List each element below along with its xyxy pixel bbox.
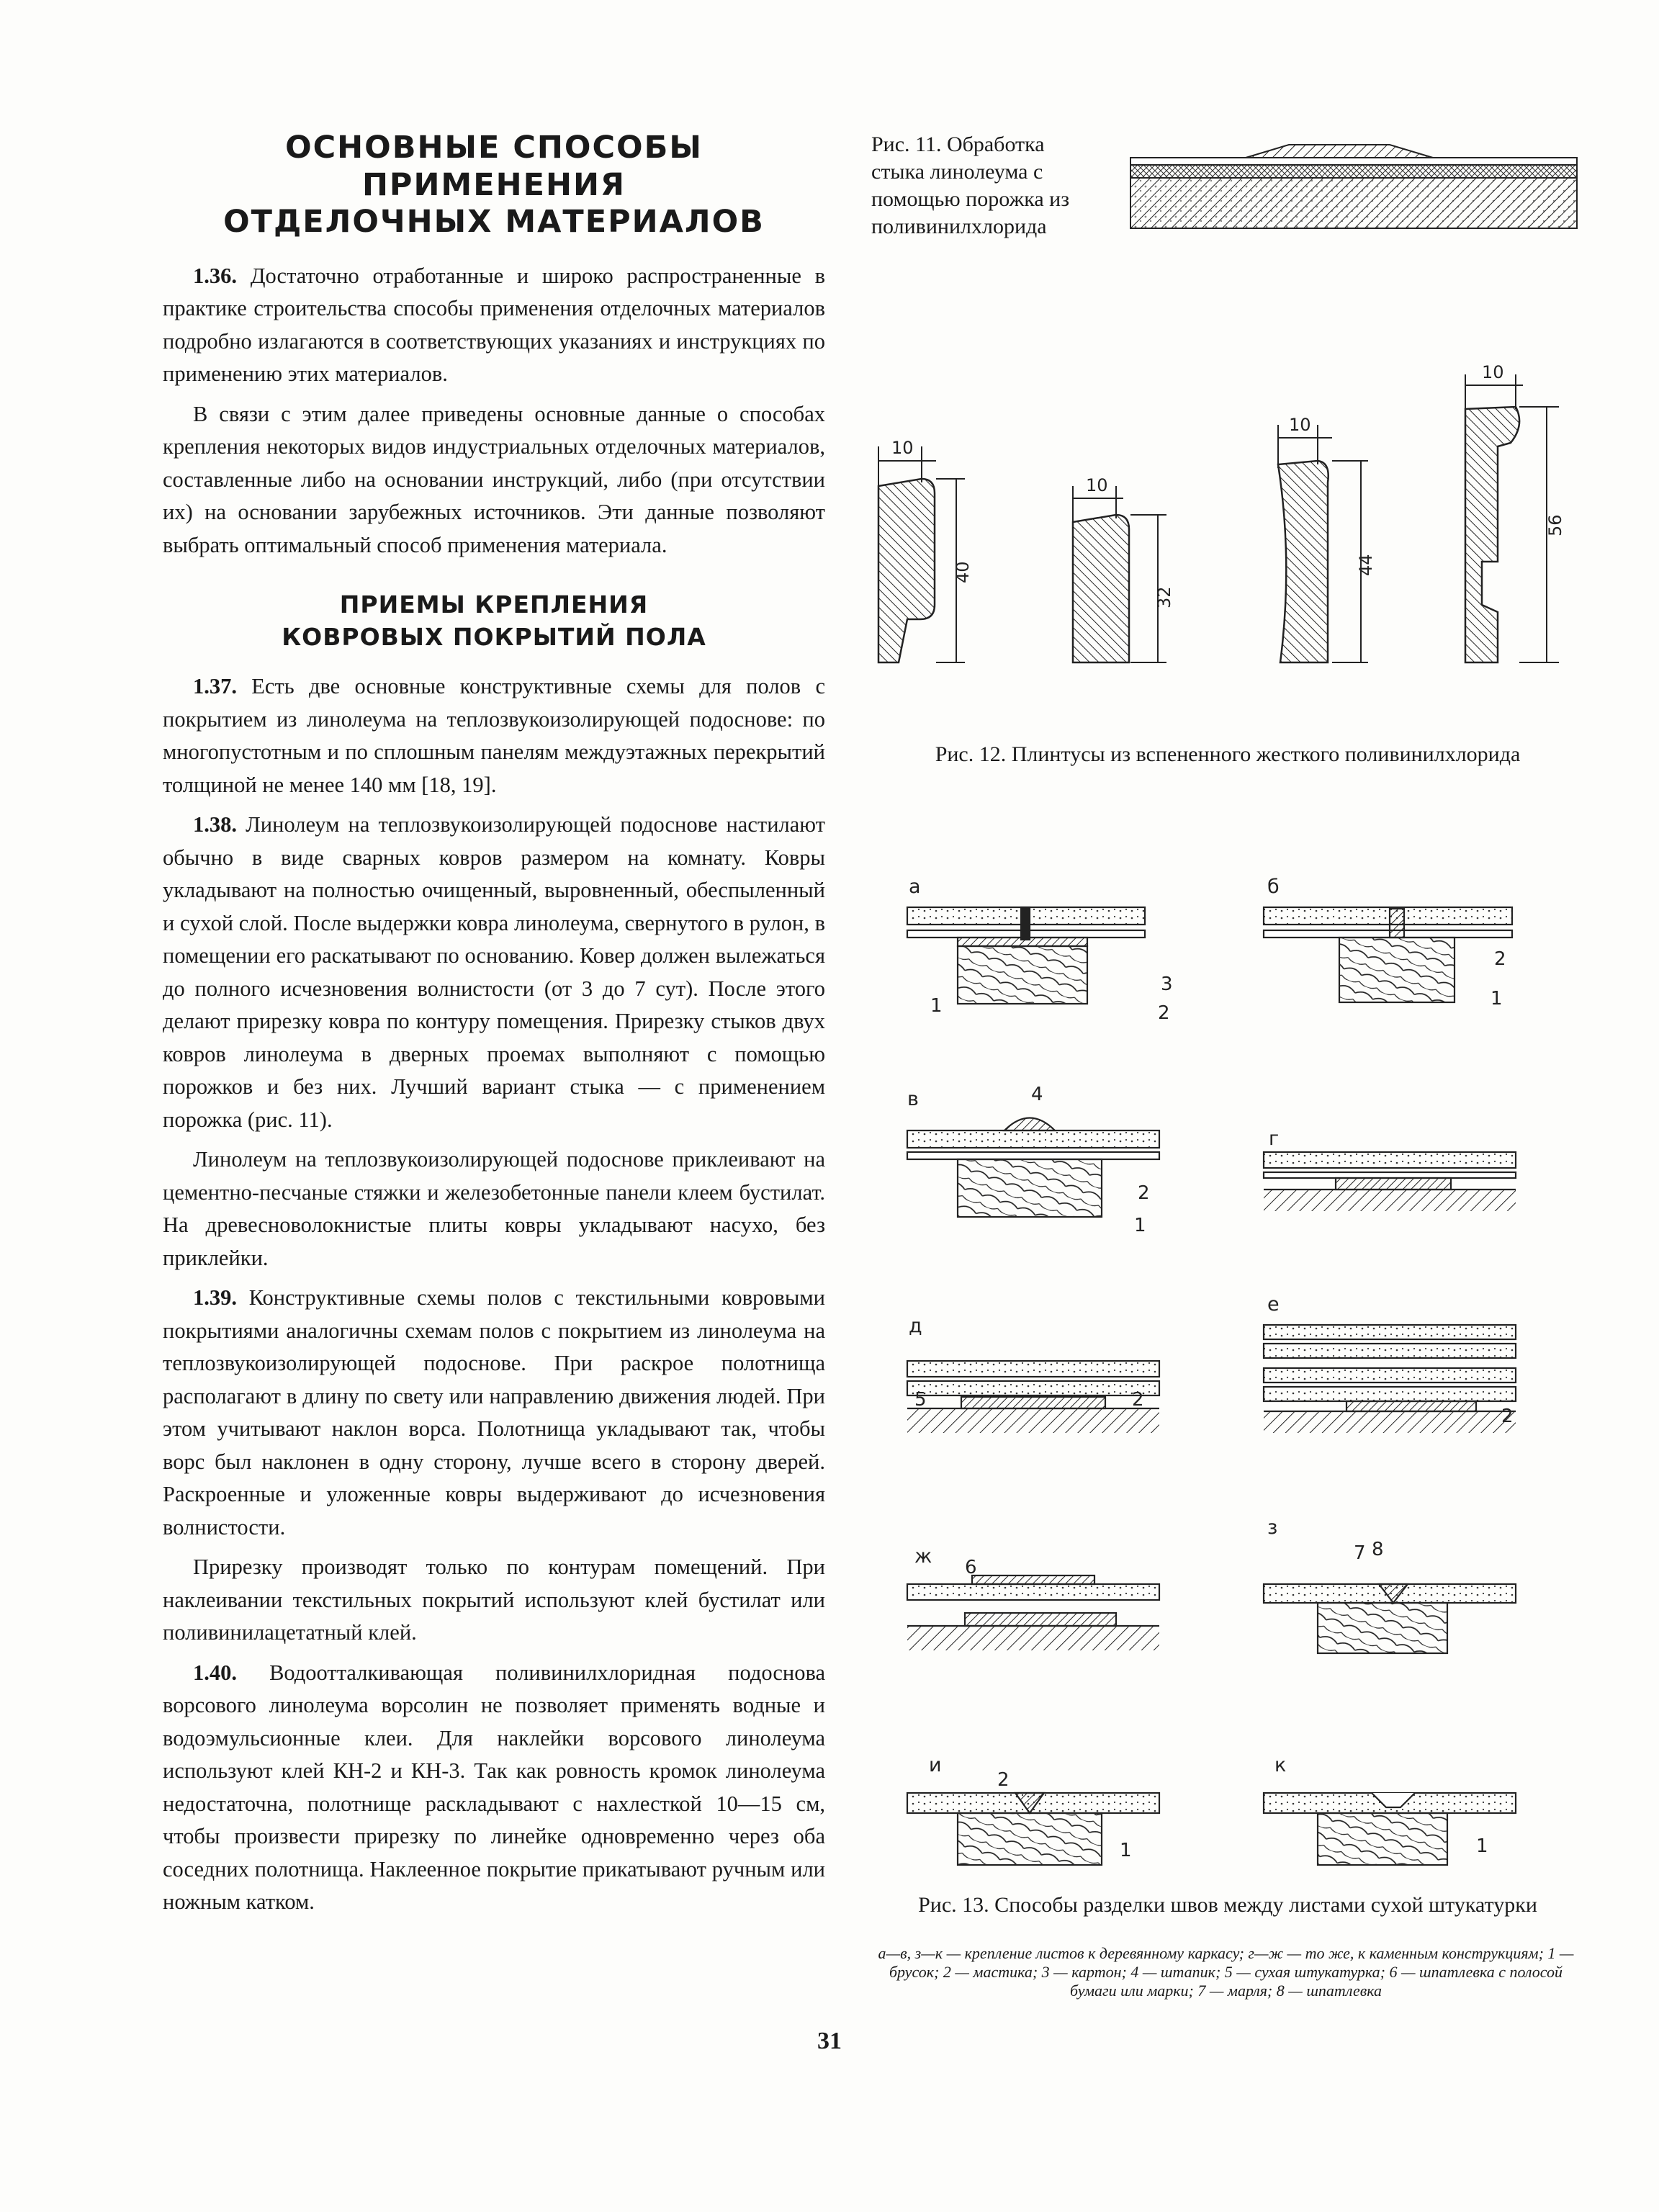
dim-width-4: 10 — [1482, 362, 1504, 382]
dim-width-2: 10 — [1086, 475, 1108, 495]
clause-number: 1.36. — [193, 263, 237, 288]
dim-width-3: 10 — [1289, 415, 1311, 435]
heading-line-1: ОСНОВНЫЕ СПОСОБЫ ПРИМЕНЕНИЯ — [285, 130, 703, 203]
callout-b-2: 2 — [1494, 948, 1506, 970]
fig12-drawing — [864, 346, 1584, 691]
callout-b-1: 1 — [1491, 988, 1503, 1010]
fig13-caption: Рис. 13. Способы разделки швов между листами сухой штукатурки — [918, 1893, 1537, 1917]
clause-number: 1.37. — [193, 674, 237, 699]
paragraph-1-39 — [163, 1282, 825, 1544]
clause-number: 1.40. — [193, 1660, 237, 1685]
dim-height-3: 44 — [1356, 554, 1376, 576]
paragraph-text: Водоотталкивающая поливинилхлоридная подоснова ворсового линолеума ворсолин не позволяет применять водные и водоэмульсионные клеи. Для наклейки ворсового линолеума используют клей КН-2 и КН-3. Так как ровность кромок линолеума недостаточна, полотнище раскладывают с нахлесткой 10—15 см, чтобы произвести прирезку по линейке одновременно через оба соседних полотнища. Наклеенное покрытие прикатывают ручным или ножным катком. — [163, 1660, 825, 1915]
skirting-1 — [878, 479, 935, 662]
skirting-2 — [1073, 515, 1129, 662]
subheading-line-2: КОВРОВЫХ ПОКРЫТИЙ ПОЛА — [282, 622, 706, 651]
panel-b — [1264, 907, 1512, 1002]
fig13-legend: а—в, з—к — крепление листов к деревянному каркасу; г—ж — то же, к каменным конструкциям; 1 — брусок; 2 — мастика; 3 — картон; 4 — штапик; 5 — сухая штукатурка; 6 — шпатлевка с полосой бумаги или марки; 7 — марля; 8 — шпатлевка — [878, 1944, 1574, 2000]
callout-a-2: 2 — [1158, 1002, 1170, 1024]
paragraph-1-38 — [163, 809, 825, 1136]
paragraph-1-40 — [163, 1657, 825, 1919]
callout-z-8: 8 — [1372, 1539, 1384, 1560]
panel-a — [907, 907, 1145, 1004]
panel-label-d: д — [909, 1315, 922, 1337]
clause-number: 1.39. — [193, 1285, 237, 1310]
panel-label-i: и — [929, 1754, 942, 1776]
clause-number: 1.38. — [193, 812, 237, 837]
callout-k-1: 1 — [1476, 1835, 1488, 1857]
dim-height-2: 32 — [1154, 586, 1174, 608]
fig11-underlay — [1130, 165, 1577, 178]
paragraph-1-39-cont: Прирезку производят только по контурам помещений. При наклеивании текстильных покрытий используют клей бустилат или поливинилацетатный клей. — [163, 1555, 825, 1645]
section-heading — [163, 130, 825, 241]
callout-a-3: 3 — [1161, 974, 1173, 995]
callout-i-1: 1 — [1120, 1840, 1132, 1861]
dim-height-1: 40 — [953, 561, 973, 583]
panel-label-zh: ж — [914, 1545, 932, 1568]
text-column — [163, 130, 825, 1919]
callout-v-4: 4 — [1031, 1084, 1043, 1105]
callout-zh-6: 6 — [965, 1557, 977, 1578]
panel-label-k: к — [1274, 1754, 1287, 1776]
panel-v — [907, 1118, 1159, 1218]
skirting-3 — [1278, 461, 1328, 662]
panel-g — [1264, 1152, 1516, 1211]
paragraph-text: Есть две основные конструктивные схемы для полов с покрытием из линолеума на теплозвукоизолирующей подоснове: по многопустотным и по сплошным панелям междуэтажных перекрытий толщиной не менее 140 мм [18, 19]. — [163, 674, 825, 797]
fig11-screed — [1130, 178, 1577, 228]
heading-line-2: ОТДЕЛОЧНЫХ МАТЕРИАЛОВ — [223, 204, 765, 240]
fig11-linoleum — [1130, 158, 1577, 165]
paragraph-text: Достаточно отработанные и широко распространенные в практике строительства способы применения отделочных материалов подробно излагаются в соответствующих указаниях и инструкциях по применению этих материалов. — [163, 263, 825, 387]
callout-e-2: 2 — [1501, 1406, 1514, 1427]
callout-v-1: 1 — [1134, 1215, 1146, 1236]
panel-label-v: в — [907, 1088, 919, 1110]
dim-height-4: 56 — [1545, 514, 1565, 536]
panel-label-g: г — [1269, 1128, 1280, 1150]
fig11-drawing — [1123, 133, 1584, 234]
panel-zh — [907, 1575, 1159, 1650]
dim-width-1: 10 — [891, 438, 914, 458]
page-number: 31 — [817, 2028, 842, 2054]
panel-d — [907, 1361, 1159, 1433]
skirting-4 — [1465, 407, 1519, 662]
panel-label-a: а — [909, 876, 921, 898]
panel-label-b: б — [1267, 876, 1280, 898]
fig11-caption: Рис. 11. Обработка стыка линолеума с помощью порожка из поливинилхлорида — [871, 132, 1070, 238]
paragraph-1-38-cont: Линолеум на теплозвукоизолирующей подоснове приклеивают на цементно-песчаные стяжки и железобетонные панели клеем бустилат. На древесноволокнистые плиты ковры укладывают насухо, без приклейки. — [163, 1147, 825, 1270]
paragraph-text: Конструктивные схемы полов с текстильными ковровыми покрытиями аналогичны схемам полов с покрытием из линолеума на теплозвукоизолирующей подоснове. При раскрое полотнища располагают в длину по свету или направлению движения людей. При этом учитывают наклон ворса. Полотнища укладывают так, чтобы ворс был наклонен в одну сторону, лучше всего в сторону дверей. Раскроенные и уложенные ковры выдерживают до исчезновения волнистости. — [163, 1285, 825, 1539]
paragraph-1-36 — [163, 260, 825, 391]
paragraph-1-37 — [163, 670, 825, 801]
panel-label-z: з — [1267, 1516, 1278, 1539]
fig12-caption: Рис. 12. Плинтусы из вспененного жесткого поливинилхлорида — [935, 742, 1521, 766]
subsection-heading — [163, 589, 825, 653]
callout-i-2: 2 — [997, 1769, 1010, 1791]
callout-d-5: 5 — [914, 1389, 927, 1411]
callout-v-2: 2 — [1138, 1182, 1150, 1204]
panel-z — [1264, 1584, 1516, 1653]
fig13-drawing — [864, 864, 1584, 1908]
paragraph-text: Линолеум на теплозвукоизолирующей подоснове настилают обычно в виде сварных ковров размером на комнату. Ковры укладывают на полностью очищенный, выровненный, обеспыленный и сухой слой. После выдержки ковра линолеума, свернутого в рулон, в помещении его раскатывают по основанию. Ковер должен вылежаться до полного исчезновения волнистости (от 3 до 7 сут). После этого делают прирезку ковра по контуру помещения. Прирезку стыков двух ковров линолеума в дверных проемах выполняют с помощью порожков и без них. Лучший вариант стыка — с применением порожка (рис. 11). — [163, 812, 825, 1132]
paragraph-1-36-cont: В связи с этим далее приведены основные данные о способах крепления некоторых видов индустриальных отделочных материалов, составленные либо на основании инструкций, либо (при отсутствии их) на основании зарубежных источников. Эти данные позволяют выбрать оптимальный способ применения материала. — [163, 401, 825, 557]
panel-e — [1264, 1325, 1516, 1433]
callout-d-2: 2 — [1132, 1389, 1144, 1411]
panel-label-e: е — [1267, 1293, 1280, 1316]
callout-a-1: 1 — [930, 995, 943, 1017]
callout-z-7: 7 — [1354, 1542, 1366, 1564]
subheading-line-1: ПРИЕМЫ КРЕПЛЕНИЯ — [339, 590, 649, 619]
fig11-threshold — [1246, 145, 1433, 158]
